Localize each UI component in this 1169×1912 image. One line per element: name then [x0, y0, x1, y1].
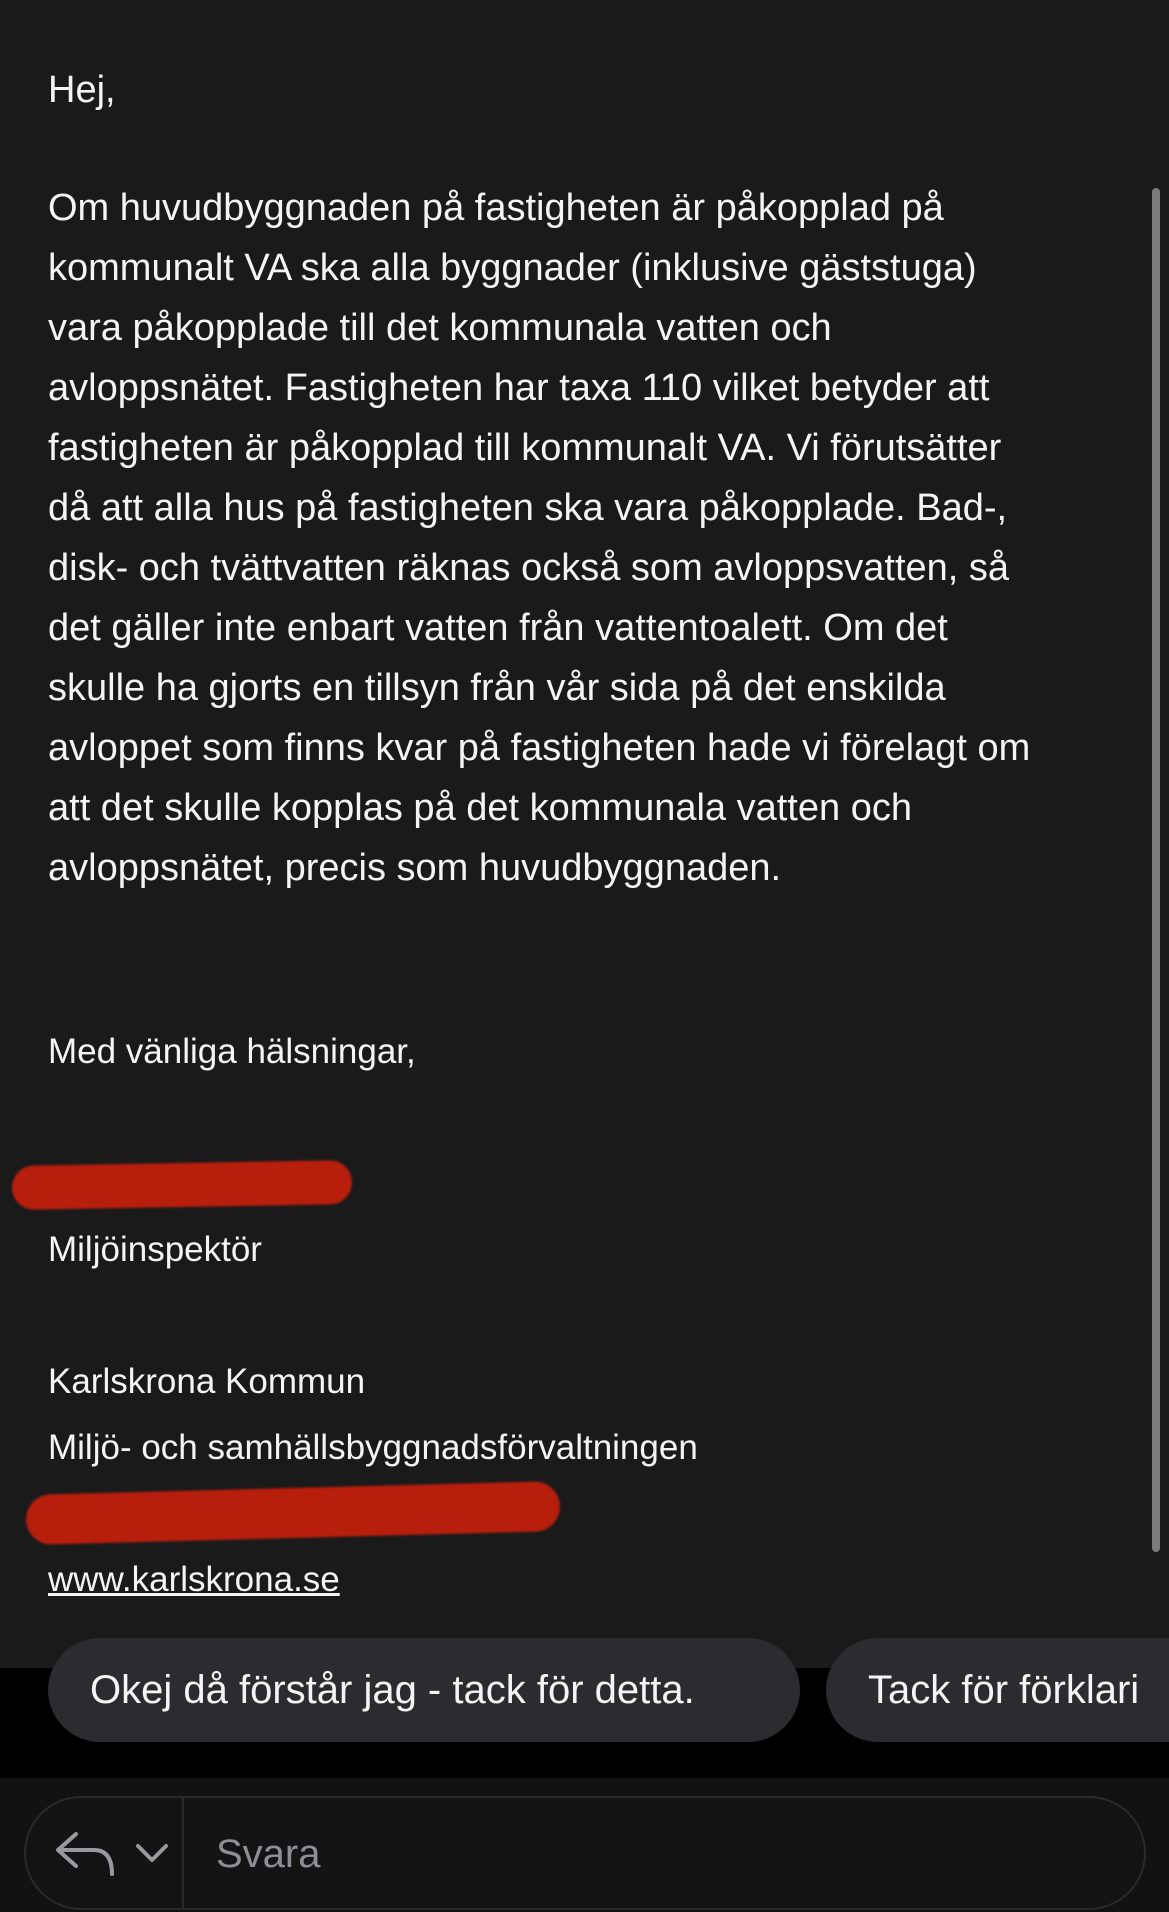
chevron-down-icon[interactable]	[132, 1838, 172, 1868]
reply-input[interactable]	[214, 1826, 1118, 1882]
body-line: avloppet som finns kvar på fastigheten hade vi förelagt om	[48, 727, 1031, 769]
body-line: disk- och tvättvatten räknas också som avloppsvatten, så	[48, 547, 1010, 589]
smart-reply-chip[interactable]: Okej då förstår jag - tack för detta.	[48, 1638, 800, 1742]
signature-organization: Karlskrona Kommun	[48, 1362, 366, 1401]
body-line: fastigheten är påkopplad till kommunalt VA. Vi förutsätter	[48, 427, 1002, 469]
body-line: det gäller inte enbart vatten från vattentoalett. Om det	[48, 607, 948, 649]
scrollbar[interactable]	[1152, 188, 1160, 1552]
smart-reply-chip[interactable]: Tack för förklari	[826, 1638, 1169, 1742]
signature-title: Miljöinspektör	[48, 1230, 262, 1269]
body-line: vara påkopplade till det kommunala vatten och	[48, 307, 832, 349]
body-line: Om huvudbyggnaden på fastigheten är påkopplad på	[48, 187, 944, 229]
email-greeting: Hej,	[48, 69, 116, 111]
email-closing: Med vänliga hälsningar,	[48, 1032, 416, 1071]
signature-department: Miljö- och samhällsbyggnadsförvaltningen	[48, 1428, 698, 1467]
website-link[interactable]: www.karlskrona.se	[48, 1560, 340, 1599]
body-line: skulle ha gjorts en tillsyn från vår sida på det enskilda	[48, 667, 946, 709]
body-line: att det skulle kopplas på det kommunala vatten och	[48, 787, 912, 829]
reply-divider	[182, 1796, 184, 1910]
email-paragraph	[48, 178, 1128, 898]
body-line: avloppsnätet, precis som huvudbyggnaden.	[48, 847, 782, 889]
body-line: avloppsnätet. Fastigheten har taxa 110 vilket betyder att	[48, 367, 990, 409]
body-line: då att alla hus på fastigheten ska vara påkopplade. Bad-,	[48, 487, 1008, 529]
body-line: kommunalt VA ska alla byggnader (inklusive gäststuga)	[48, 247, 977, 289]
redacted-name-mark	[12, 1160, 353, 1210]
reply-arrow-icon[interactable]	[54, 1828, 116, 1878]
